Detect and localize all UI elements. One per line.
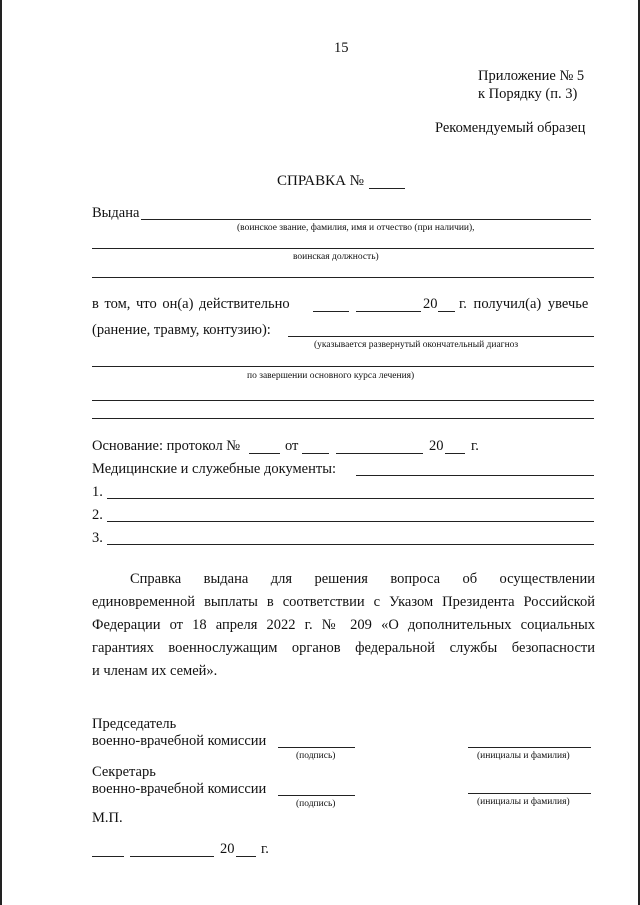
basis-year-prefix: 20 [429, 438, 444, 454]
document-item-2-field[interactable] [107, 521, 594, 522]
page-number: 15 [334, 40, 349, 56]
document-item-3: 3. [92, 530, 103, 546]
secretary-signature-field[interactable] [278, 795, 355, 796]
hint-diagnosis: (указывается развернутый окончательный диагноз [314, 340, 519, 350]
issued-position-field[interactable] [92, 277, 594, 278]
basis-label: Основание: протокол № [92, 438, 241, 454]
paragraph-line-3: Федерации от 18 апреля 2022 г. № 209 «О дополнительных социальных [92, 617, 595, 633]
paragraph-line-4: гарантиях военнослужащим органов федеральной службы безопасности [92, 640, 595, 656]
sample-label: Рекомендуемый образец [435, 120, 586, 136]
hint-military-position: воинская должность) [293, 252, 379, 262]
hint-rank-name: (воинское звание, фамилия, имя и отчество (при наличии), [237, 223, 475, 233]
that-right-text: г. получил(а) увечье [459, 296, 589, 312]
date-month-field[interactable] [130, 856, 214, 857]
injury-label: (ранение, травму, контузию): [92, 322, 271, 338]
secretary-role: Секретарь [92, 764, 156, 780]
basis-year-suffix: г. [471, 438, 479, 454]
issued-label: Выдана [92, 205, 140, 221]
chairman-signature-field[interactable] [278, 747, 355, 748]
hint-chairman-signature: (подпись) [296, 751, 336, 761]
basis-month-field[interactable] [336, 453, 423, 454]
chairman-initials-field[interactable] [468, 747, 591, 748]
basis-from: от [285, 438, 299, 454]
paragraph-line-2: единовременной выплаты в соответствии с Указом Президента Российской [92, 594, 595, 610]
document-item-3-field[interactable] [107, 544, 594, 545]
injury-field[interactable] [288, 336, 594, 337]
secretary-commission: военно-врачебной комиссии [92, 781, 267, 797]
that-year-prefix: 20 [423, 296, 438, 312]
diagnosis-field-3[interactable] [92, 418, 594, 419]
that-month-field[interactable] [356, 311, 421, 312]
hint-secretary-signature: (подпись) [296, 799, 336, 809]
that-year-field[interactable] [438, 311, 455, 312]
date-day-field[interactable] [92, 856, 124, 857]
hint-chairman-initials: (инициалы и фамилия) [477, 751, 570, 761]
that-day-field[interactable] [313, 311, 349, 312]
issued-name-field[interactable] [141, 219, 591, 220]
document-title: СПРАВКА № [277, 173, 364, 189]
hint-secretary-initials: (инициалы и фамилия) [477, 797, 570, 807]
secretary-initials-field[interactable] [468, 793, 591, 794]
date-year-suffix: г. [261, 841, 269, 857]
diagnosis-field-1[interactable] [92, 366, 594, 367]
certificate-number-field[interactable] [369, 188, 405, 189]
diagnosis-field-2[interactable] [92, 400, 594, 401]
basis-day-field[interactable] [302, 453, 329, 454]
paragraph-line-1: Справка выдана для решения вопроса об осуществлении [130, 571, 595, 587]
documents-label: Медицинские и служебные документы: [92, 461, 336, 477]
appendix-line-2: к Порядку (п. 3) [478, 86, 578, 102]
documents-field[interactable] [356, 475, 594, 476]
document-item-1-field[interactable] [107, 498, 594, 499]
stamp-label: М.П. [92, 810, 123, 826]
chairman-commission: военно-врачебной комиссии [92, 733, 267, 749]
chairman-role: Председатель [92, 716, 177, 732]
document-item-2: 2. [92, 507, 103, 523]
hint-after-course: по завершении основного курса лечения) [247, 371, 415, 381]
appendix-line-1: Приложение № 5 [478, 68, 585, 84]
protocol-number-field[interactable] [249, 453, 280, 454]
date-year-prefix: 20 [220, 841, 235, 857]
date-year-field[interactable] [236, 856, 256, 857]
that-left-text: в том, что он(а) действительно [92, 296, 290, 312]
basis-year-field[interactable] [445, 453, 465, 454]
issued-name-field-2[interactable] [92, 248, 594, 249]
document-item-1: 1. [92, 484, 103, 500]
page-left-border [0, 0, 2, 905]
paragraph-last-line: и членам их семей». [92, 663, 218, 679]
